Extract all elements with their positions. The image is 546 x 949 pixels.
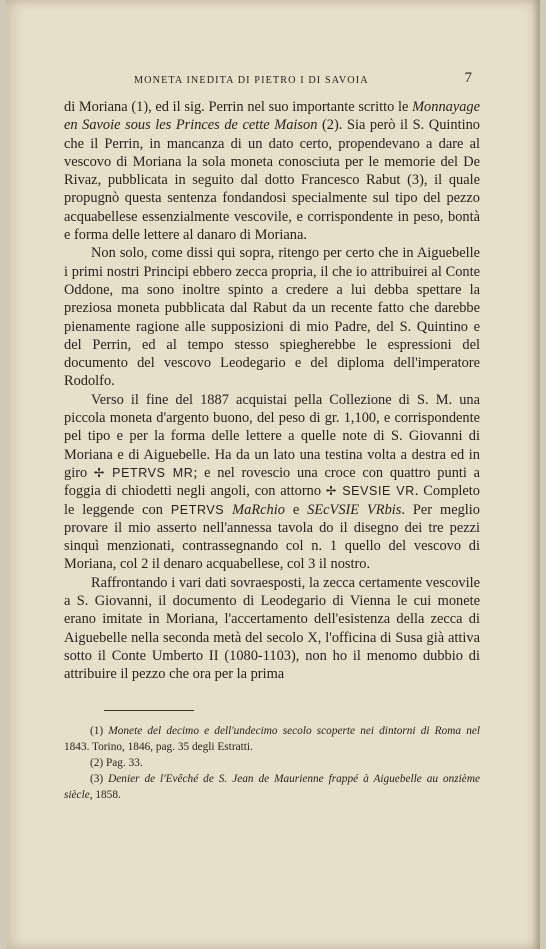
text-segment: Verso il fine del 1887 acquistai pella Collezione di S. M. una piccola moneta d'argento buono, del peso di gr. 1,100, e corrispondente pel tipo e per la forma delle lettere a quelle note di S. Giovanni di Moriana e di Aiguebelle. Ha da un lato una testina volta a destra ed in giro bbox=[64, 391, 480, 481]
text-segment: . Per meglio provare il mio asserto nell'annessa tavola do il disegno dei tre pezzi sinquì menzionati, contrassegnando col n. 1 quello del vescovo di Moriana, col 2 il denaro acquabellese, col 3 il nostro. bbox=[64, 501, 480, 573]
running-head-title: MONETA INEDITA DI PIETRO I DI SAVOIA bbox=[134, 75, 369, 86]
text-segment: (2) Pag. 33. bbox=[90, 756, 143, 769]
book-page bbox=[6, 0, 540, 949]
footnote bbox=[64, 755, 480, 771]
text-segment: e bbox=[284, 501, 308, 518]
paragraph bbox=[64, 244, 480, 390]
text-segment: (3) bbox=[90, 772, 109, 785]
text-segment: , 1858. bbox=[89, 788, 121, 801]
text-segment: di Moriana (1), ed il sig. Perrin nel suo importante scritto le bbox=[64, 99, 413, 115]
footnotes bbox=[64, 723, 480, 803]
text-segment: 1843. Torino, 1846, pag. 35 degli Estratti. bbox=[64, 740, 253, 753]
text-block bbox=[64, 68, 480, 803]
footnote bbox=[64, 771, 480, 803]
paragraph bbox=[64, 98, 480, 244]
text-segment bbox=[224, 502, 232, 518]
footnote bbox=[64, 723, 480, 755]
page-number: 7 bbox=[464, 70, 472, 86]
paragraph bbox=[64, 574, 480, 684]
text-segment: Raffrontando i vari dati sovraesposti, la zecca certamente vescovile a S. Giovanni, il documento di Leodegario di Vienna le cui monete erano imitate in Moriana, l'accertamento dell'esistenza della zecca di Aiguebelle nella seconda metà del secolo X, l'officina di Susa già attiva sotto il Conte Umberto II (1080-1103), non ho il menomo dubbio di attribuire il pezzo che ora per la prima bbox=[64, 574, 480, 683]
coin-legend: ✢ SEVSIE VR bbox=[325, 484, 415, 499]
text-segment: Non solo, come dissi qui sopra, ritengo per certo che in Aiguebelle i primi nostri Principi ebbero zecca propria, il che io attribuirei al Conte Oddone, ma sono inoltre spinto a credere a lui debba spettare la preziosa moneta pubblicata dal Rabut da un recente fatto che darebbe pienamente ragione alle supposizioni di mio Padre, del S. Quintino e del Perrin, ed al tempo stesso spiegherebbe le espressioni del documento del vescovo Leodegario e del diploma dell'imperatore Rodolfo. bbox=[64, 245, 480, 390]
italic-text: Denier de l'Evêché de S. Jean de Maurienne frappé à Aiguebelle au onzième siècle bbox=[64, 772, 480, 801]
text-segment: (2). Sia però il S. Quintino che il Perrin, in mancanza di un dato certo, propendevano a dare al vescovo di Moriana la sola moneta conosciuta per le memorie del De Rivaz, pubblicata in seguito dal dotto Francesco Rabut (3), il quale propugnò questa sentenza fondandosi specialmente sul tipo del pezzo acquabellese essenzialmente vescovile, e corrispondente in peso, bontà e forma delle lettere al danaro di Moriana. bbox=[64, 117, 480, 244]
footnote-divider bbox=[104, 710, 194, 711]
paragraph bbox=[64, 391, 480, 574]
running-head bbox=[64, 68, 480, 90]
italic-text: SEcVSIE VRbis bbox=[307, 501, 402, 518]
italic-text: MaRchio bbox=[232, 501, 285, 518]
italic-text: Monnayage en Savoie sous les Princes de cette Maison bbox=[64, 99, 480, 134]
body-text bbox=[64, 98, 480, 684]
coin-legend: PETRVS bbox=[170, 502, 225, 517]
coin-legend: ✢ PETRVS MR bbox=[93, 465, 194, 480]
italic-text: Monete del decimo e dell'undecimo secolo scoperte nei dintorni di Roma nel bbox=[108, 724, 481, 737]
text-segment: . Completo le leggende con bbox=[64, 483, 480, 518]
text-segment: (1) bbox=[90, 724, 109, 737]
text-segment: ; e nel rovescio una croce con quattro punti a foggia di chiodetti negli angoli, con attorno bbox=[64, 464, 480, 500]
